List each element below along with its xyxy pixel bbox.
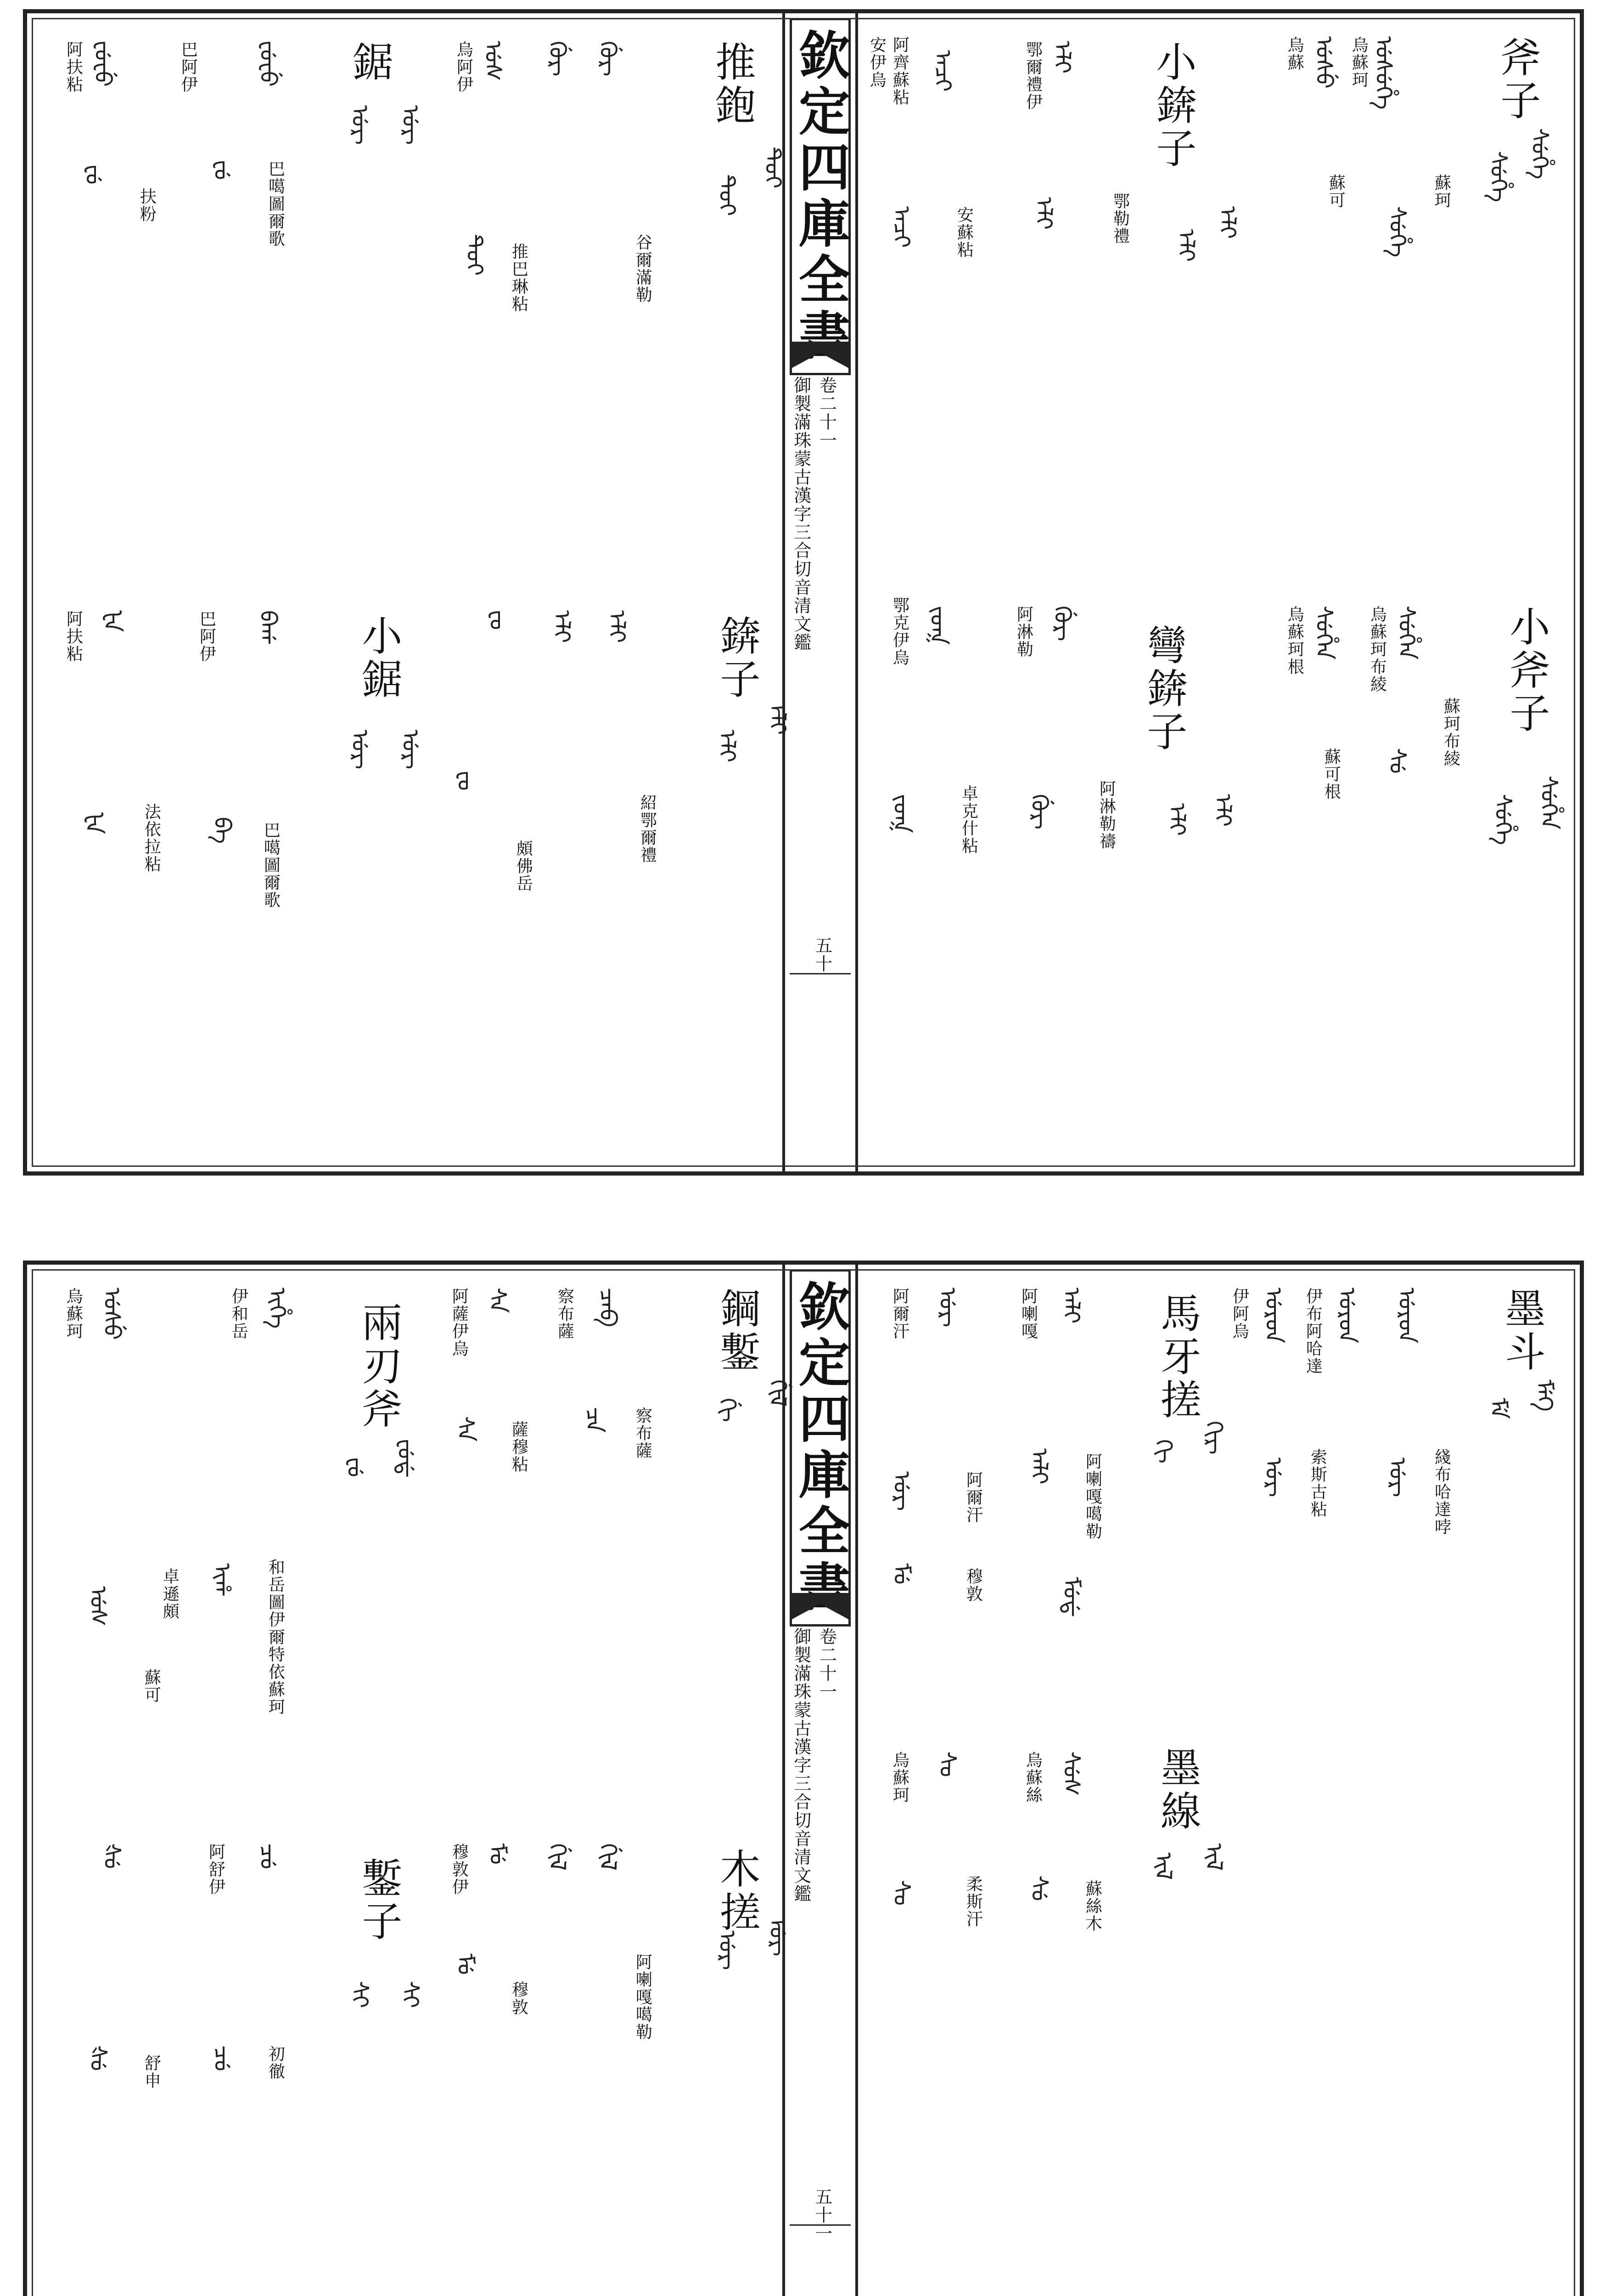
manchu-glyphs: ᡴᡳᡵ <box>1201 1421 1227 1455</box>
annotation: 巴噶圖爾歌 <box>266 160 285 248</box>
page-number: 五十 <box>812 936 832 973</box>
gloss: 烏蘇珂根 <box>1285 606 1304 675</box>
annotation: 鄂勒禮 <box>1111 192 1130 245</box>
gloss: 阿爾汗 <box>890 1288 909 1340</box>
annotation: 索斯古粘 <box>1308 1448 1327 1518</box>
headword: 馬牙搓 <box>1154 1292 1202 1422</box>
center-title: 欽定四庫全書 <box>790 28 851 365</box>
headword: 推鉋 <box>709 41 757 127</box>
manchu-glyphs: ᡠᡵᡨ <box>1393 1288 1420 1344</box>
page-number-rule <box>790 973 851 974</box>
annotation: 蘇絲木 <box>1083 1880 1102 1932</box>
mongol-glyphs: ᡶᠣ <box>452 771 479 791</box>
gloss: 巴阿伊 <box>197 610 216 663</box>
manchu-glyphs: ᡶᡠᡩ <box>393 1439 419 1478</box>
fish-tail-mark <box>790 342 851 369</box>
mongol-glyphs: ᡠᡵ <box>714 1930 741 1970</box>
annotation: 蘇可 <box>142 1669 161 1704</box>
manchu-glyphs: ᡠᠰᡠᡥᡝ <box>1370 36 1397 110</box>
manchu-glyphs: ᠴᡠ <box>255 1843 281 1869</box>
manchu-glyphs: ᡤᡳᠯ <box>595 1843 621 1871</box>
manchu-glyphs: ᠠᠯᡳ <box>1058 1288 1085 1324</box>
manchu-glyphs: ᡠᡵᡨ <box>1260 1288 1287 1344</box>
center-column-bottom <box>782 1265 858 2296</box>
manchu-glyphs: ᡝᠯᡳ <box>1214 206 1241 239</box>
annotation: 法依拉粘 <box>142 803 161 873</box>
manchu-glyphs: ᡤᡠᡵ <box>595 41 621 77</box>
mongol-glyphs: ᡶᠠ <box>80 812 107 834</box>
manchu-glyphs: ᠰᡠᡥᡝᠨ <box>1393 606 1420 660</box>
headword: 鋼鏨 <box>713 1288 761 1374</box>
mongol-glyphs: ᠰᠠ <box>452 1416 479 1442</box>
gloss: 阿淋勒 <box>1014 606 1033 658</box>
gloss: 安伊烏 <box>867 36 887 89</box>
center-info <box>791 376 836 652</box>
gloss: 阿扶粘 <box>64 610 83 663</box>
manchu-glyphs: ᡶᠠ <box>99 610 125 632</box>
gloss: 阿齊蘇粘 <box>890 36 909 106</box>
mongol-glyphs: ᡝᠯᡳ <box>1173 229 1200 262</box>
manchu-glyphs: ᡤᡠᡵ <box>544 41 571 77</box>
mongol-glyphs: ᠴᠠ <box>581 1407 607 1433</box>
mongol-glyphs: ᡳᡥ <box>209 1563 236 1597</box>
manchu-glyphs: ᠰᠣ <box>934 1751 961 1778</box>
manchu-glyphs: ᡤᡳᠯ <box>764 1379 791 1407</box>
annotation: 穆敦 <box>509 1981 528 2016</box>
manchu-glyphs: ᠪᠠᡤ <box>255 610 281 645</box>
annotation: 阿喇嘎噶勒 <box>1083 1453 1102 1540</box>
manchu-glyphs: ᠰᡳ <box>397 1981 424 2009</box>
mongol-glyphs: ᠴᡠ <box>209 2045 236 2071</box>
mongol-glyphs: ᠮᡠ <box>888 1563 915 1585</box>
gloss: 阿扶粘 <box>64 41 83 93</box>
manchu-glyphs: ᠮᡠ <box>484 1843 511 1865</box>
book-subtitle: 御製滿珠蒙古漢字三合切音清文鑑 <box>791 1627 811 1903</box>
bottom-page-frame <box>23 1261 1584 2296</box>
gloss: 烏蘇珂 <box>890 1751 909 1804</box>
gloss: 伊阿烏 <box>1230 1288 1249 1340</box>
center-column-top <box>782 13 858 1171</box>
annotation: 穆敦 <box>964 1568 983 1603</box>
manchu-glyphs: ᡧᡠ <box>99 1843 125 1869</box>
manchu-glyphs: ᠵᠣᡴ <box>925 606 952 645</box>
mongol-glyphs: ᡠᡵ <box>347 105 373 145</box>
headword: 小斧子 <box>1503 606 1551 735</box>
mongol-glyphs: ᡤᡠᡵ <box>1026 794 1053 830</box>
annotation: 扶粉 <box>137 188 157 223</box>
headword: 斧子 <box>1494 36 1542 123</box>
mongol-glyphs: ᡠᠰ <box>85 1586 112 1626</box>
gloss: 鄂爾禮伊 <box>1023 41 1043 111</box>
mongol-glyphs: ᠪᠠ <box>209 817 236 844</box>
annotation: 阿淋勒禱 <box>1097 780 1116 850</box>
annotation: 卓克什粘 <box>959 785 978 855</box>
annotation: 初徹 <box>266 2045 285 2080</box>
manchu-glyphs: ᡝᠯᡳ <box>549 610 575 643</box>
annotation: 綫布哈達哱 <box>1432 1448 1451 1536</box>
manchu-glyphs: ᠮᡠᡩ <box>1058 1577 1085 1617</box>
manchu-glyphs: ᠰᠠ <box>484 1288 511 1313</box>
annotation: 頗佛岳 <box>514 840 533 892</box>
manchu-glyphs: ᡳᡥᡝ <box>264 1288 291 1329</box>
gloss: 烏蘇絲 <box>1023 1751 1043 1804</box>
gloss: 阿薩伊烏 <box>449 1288 469 1357</box>
mongol-glyphs: ᡳᠯ <box>1150 1852 1177 1880</box>
mongol-glyphs: ᠰᡠ <box>1384 748 1411 774</box>
manchu-glyphs: ᡝᠯᡳ <box>764 702 791 735</box>
annotation: 蘇可根 <box>1322 748 1341 800</box>
volume-label: 卷二十一 <box>816 1627 837 1701</box>
manchu-glyphs: ᡠᡵ <box>397 105 424 145</box>
manchu-glyphs: ᠠᠴᡳ <box>930 50 956 92</box>
manchu-glyphs: ᡨᡠᡳ <box>760 146 786 189</box>
mongol-glyphs: ᠠᠴᡳ <box>888 206 915 248</box>
mongol-glyphs: ᡠᡵ <box>888 1471 915 1511</box>
center-title: 欽定四庫全書 <box>790 1280 851 1616</box>
fish-tail-mark <box>790 1593 851 1621</box>
headword: 彎錛子 <box>1140 624 1188 754</box>
annotation: 阿爾汗 <box>964 1471 983 1524</box>
manchu-glyphs: ᡳᠯ <box>1201 1843 1227 1871</box>
gloss: 烏蘇珂布綾 <box>1368 606 1387 693</box>
headword: 鏨子 <box>355 1857 403 1943</box>
annotation: 察布薩 <box>633 1407 652 1459</box>
annotation: 柔斯汗 <box>964 1875 983 1928</box>
mongol-glyphs: ᠮᡝ <box>1485 1398 1512 1419</box>
mongol-glyphs: ᡠᡵ <box>347 730 373 770</box>
manchu-glyphs: ᡠᠰᡠ <box>99 1288 125 1340</box>
center-title-box <box>790 1269 851 1626</box>
manchu-glyphs: ᡠᡵ <box>397 730 424 770</box>
annotation: 蘇珂布綾 <box>1441 698 1460 767</box>
manchu-glyphs: ᡶᡠᡶᡠ <box>90 41 116 87</box>
manchu-glyphs: ᠰᡠᡥᡝᠨ <box>1536 776 1562 830</box>
mongol-glyphs: ᡶᡠ <box>209 160 236 180</box>
gloss: 烏蘇 <box>1285 36 1304 71</box>
manchu-glyphs: ᡶᡠᡶᡠ <box>255 41 281 87</box>
annotation: 蘇珂 <box>1432 174 1451 209</box>
mongol-glyphs: ᡴᡳ <box>1150 1439 1177 1463</box>
manchu-glyphs: ᠴᠠᠪ <box>595 1288 621 1328</box>
headword: 木搓 <box>713 1848 761 1934</box>
manchu-glyphs: ᡝᠯᡳ <box>604 610 630 643</box>
annotation: 巴噶圖爾歌 <box>261 822 281 909</box>
mongol-glyphs: ᠵᠣᡴ <box>888 794 915 833</box>
headword: 鋸 <box>346 41 394 84</box>
mongol-glyphs: ᡶᡠ <box>80 165 107 185</box>
gloss: 阿喇嘎 <box>1019 1288 1038 1340</box>
annotation: 舒申 <box>142 2054 161 2089</box>
mongol-glyphs: ᠰᡠᡥᡝ <box>1485 151 1512 203</box>
manchu-glyphs: ᡶᠣ <box>484 610 511 630</box>
mongol-glyphs: ᠠᠯᡳ <box>1026 1448 1053 1485</box>
book-subtitle: 御製滿珠蒙古漢字三合切音清文鑑 <box>791 376 811 652</box>
mongol-glyphs: ᡠᡵ <box>1260 1458 1287 1497</box>
annotation: 卓遜頗 <box>160 1568 180 1620</box>
annotation: 紹鄂爾禮 <box>638 794 657 864</box>
annotation: 阿喇嘎噶勒 <box>633 1953 652 2041</box>
mongol-glyphs: ᡶᡠ <box>342 1458 369 1477</box>
manchu-glyphs: ᡠᡵ <box>764 1917 791 1957</box>
annotation: 谷爾滿勒 <box>633 234 652 304</box>
mongol-glyphs: ᡤᡳ <box>714 1398 741 1422</box>
volume-label: 卷二十一 <box>816 376 837 450</box>
gloss: 穆敦伊 <box>449 1843 469 1896</box>
mongol-glyphs: ᠰᠣ <box>888 1880 915 1906</box>
headword: 兩刃斧 <box>355 1301 403 1431</box>
annotation: 薩穆粘 <box>509 1421 528 1473</box>
manchu-glyphs: ᡝᠯᡳ <box>1049 41 1076 74</box>
page-number-rule <box>790 2224 851 2226</box>
annotation: 安蘇粘 <box>954 206 974 259</box>
manchu-glyphs: ᠮᡝᡴ <box>1531 1379 1558 1412</box>
headword: 小錛子 <box>1150 41 1197 170</box>
gloss: 巴阿伊 <box>179 41 198 93</box>
annotation: 推巴琳粘 <box>509 243 528 313</box>
manchu-glyphs: ᠰᡠᠰ <box>1058 1751 1085 1796</box>
gloss: 察布薩 <box>555 1288 574 1340</box>
manchu-glyphs: ᡤᡠᡵ <box>1049 606 1076 642</box>
manchu-glyphs: ᠰᡠᡥᡝ <box>1527 128 1553 180</box>
manchu-glyphs: ᡠᡵᡨ <box>1334 1288 1360 1344</box>
mongol-glyphs: ᡝᠯᡳ <box>1164 803 1190 836</box>
mongol-glyphs: ᠰᡠᡥᡝ <box>1384 206 1411 258</box>
mongol-glyphs: ᡝᠯᡳ <box>1031 197 1057 230</box>
mongol-glyphs: ᠰᡠ <box>1026 1875 1053 1902</box>
mongol-glyphs: ᡠᡵ <box>1384 1458 1411 1497</box>
mongol-glyphs: ᡝᠯᡳ <box>714 730 741 763</box>
headword: 小鋸 <box>355 615 403 701</box>
gloss: 伊和岳 <box>229 1288 248 1340</box>
mongol-glyphs: ᡨᡠᡳ <box>461 234 488 276</box>
manchu-glyphs: ᡠᠰ <box>480 41 506 81</box>
manchu-glyphs: ᡝᠯᡳ <box>1210 794 1236 827</box>
headword: 錛子 <box>713 615 761 701</box>
center-title-box <box>790 18 851 375</box>
gloss: 烏阿伊 <box>454 41 473 93</box>
gloss: 伊布阿哈達 <box>1303 1288 1323 1375</box>
manchu-glyphs: ᡠᠰᡠ <box>1311 36 1337 89</box>
mongol-glyphs: ᡨᡠᡳ <box>714 174 741 216</box>
mongol-glyphs: ᠮᡠ <box>452 1953 479 1975</box>
top-page-frame <box>23 9 1584 1176</box>
annotation: 和岳圖伊爾特依蘇珂 <box>266 1559 285 1716</box>
manchu-glyphs: ᠰᡠᡥᡝᠨ <box>1311 606 1337 660</box>
headword: 墨斗 <box>1499 1288 1546 1374</box>
headword: 墨線 <box>1154 1747 1202 1833</box>
mongol-glyphs: ᠰᡠᡥᡝ <box>1490 794 1516 845</box>
manchu-glyphs: ᡤᡳᠯ <box>544 1843 571 1871</box>
manchu-glyphs: ᡠᡵ <box>934 1288 961 1328</box>
gloss: 烏蘇珂 <box>64 1288 83 1340</box>
gloss: 烏蘇珂 <box>1349 36 1369 89</box>
gloss: 阿舒伊 <box>206 1843 225 1896</box>
center-info <box>791 1627 836 1903</box>
gloss: 鄂克伊烏 <box>890 597 909 666</box>
annotation: 蘇可 <box>1326 174 1346 209</box>
mongol-glyphs: ᠰᡳ <box>347 1981 373 2009</box>
mongol-glyphs: ᡧᡠ <box>85 2045 112 2071</box>
page-number: 五十一 <box>812 2188 832 2243</box>
